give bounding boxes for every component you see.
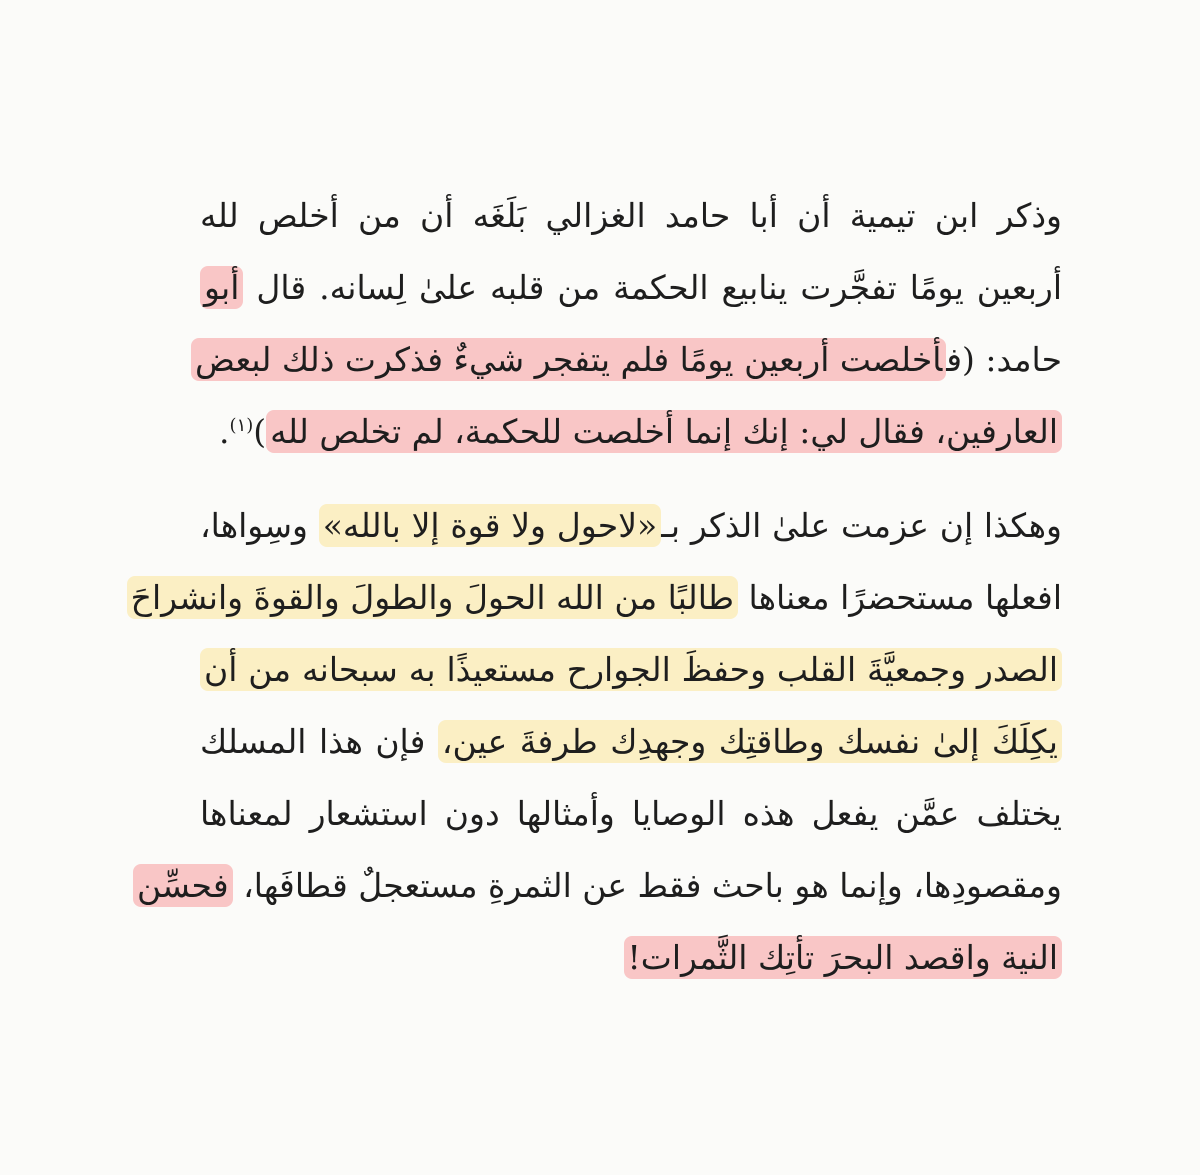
paragraph-2-line-3 <box>200 642 1062 714</box>
text-segment: وذكر ابن تيمية أن أبا حامد الغزالي بَلَغَه أن من أخلص لله <box>200 196 1062 235</box>
closing-paren: ) <box>253 412 267 451</box>
paragraph-1-line-3 <box>195 332 1062 404</box>
text-segment: وهكذا إن عزمت علىٰ الذكر بـ <box>661 506 1062 545</box>
paragraph-1-line-2 <box>200 260 1062 332</box>
text-segment: ومقصودِها، وإنما هو باحث فقط عن الثمرةِ مستعجلٌ قطافَها، <box>243 866 1062 905</box>
paragraph-2-line-6 <box>137 858 1062 930</box>
highlight-red: العارفين، فقال لي: إنك إنما أخلصت للحكمة، لم تخلص لله <box>266 410 1062 453</box>
text-segment: وسِواها، <box>200 506 308 545</box>
highlight-red: النية واقصد البحرَ تأتِك الثَّمرات! <box>624 936 1063 979</box>
paragraph-2-line-1 <box>200 498 1062 570</box>
text-segment: فإن هذا المسلك <box>200 722 426 761</box>
text-segment: افعلها مستحضرًا معناها <box>748 578 1062 617</box>
highlight-yellow: يكِلَكَ إلىٰ نفسك وطاقتِك وجهدِك طرفةَ عين، <box>438 720 1062 763</box>
paragraph-1-line-1 <box>200 188 1062 260</box>
text-segment: يختلف عمَّن يفعل هذه الوصايا وأمثالها دون استشعار لمعناها <box>200 794 1062 833</box>
highlight-red: فحسِّن <box>133 864 233 907</box>
highlight-yellow: الصدر وجمعيَّةَ القلب وحفظَ الجوارح مستعيذًا به سبحانه من أن <box>200 648 1062 691</box>
paragraph-2-line-2 <box>130 570 1062 642</box>
paragraph-2-line-4 <box>200 714 1062 786</box>
highlight-yellow: «لاحول ولا قوة إلا بالله» <box>319 504 662 547</box>
highlight-red: أبو <box>200 266 243 309</box>
paragraph-2 <box>130 498 1062 1002</box>
paragraph-1-line-4 <box>200 404 1062 476</box>
paragraph-1 <box>195 188 1062 476</box>
highlight-yellow: طالبًا من الله الحولَ والطولَ والقوةَ وانشراحَ <box>127 576 738 619</box>
text-segment: حامد: (ف <box>946 340 1062 379</box>
footnote-marker: (١) <box>229 415 254 436</box>
period: . <box>219 412 230 451</box>
paragraph-2-line-5 <box>200 786 1062 858</box>
highlight-red: أخلصت أربعين يومًا فلم يتفجر شيءٌ فذكرت ذلك لبعض <box>191 338 946 381</box>
text-segment: أربعين يومًا تفجَّرت ينابيع الحكمة من قلبه علىٰ لِسانه. قال <box>256 268 1062 307</box>
paragraph-2-line-7 <box>200 930 1062 1002</box>
